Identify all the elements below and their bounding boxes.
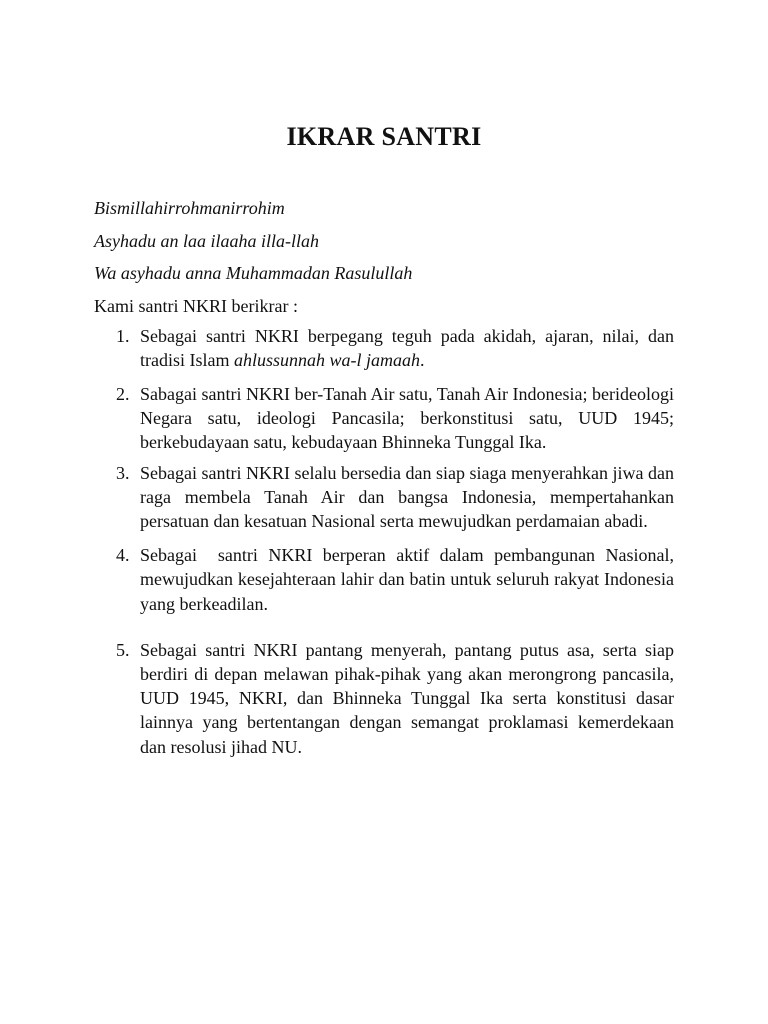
pledge-text-italic: ahlussunnah wa-l jamaah [233,349,420,370]
pledge-number: 4. [116,545,130,566]
pledge-item-1 [94,324,674,372]
pledge-text: Sebagai santri NKRI berpegang teguh pada akidah, ajaran, nilai, dan tradisi Islam [140,325,674,370]
pledge-item-4 [94,543,679,616]
opening-invocations [94,196,674,285]
pledge-text-end: . [420,349,425,370]
pledge-number: 2. [116,383,130,404]
document-title: IKRAR SANTRI [286,122,482,151]
opening-line-shahada-2: Wa asyhadu anna Muhammadan Rasulullah [94,263,413,283]
pledge-list [94,324,679,759]
opening-line-shahada-1: Asyhadu an laa ilaaha illa-llah [94,230,319,251]
pledge-item-3 [94,461,674,534]
pledge-text: Sebagai santri NKRI pantang menyerah, pantang putus asa, serta siap berdiri di depan melawan pihak-pihak yang akan merongrong pancasila, UUD 1945, NKRI, dan Bhinneka Tunggal Ika serta konstitusi dasar lainnya yang bertentangan dengan semangat proklamasi kemerdekaan dan resolusi jihad NU. [140,639,674,757]
pledge-item-2 [94,382,674,455]
pledge-text: Sabagai santri NKRI ber-Tanah Air satu, Tanah Air Indonesia; berideologi Negara satu, ideologi Pancasila; berkonstitusi satu, UUD 1945; berkebudayaan satu, kebudayaan Bhinneka Tunggal Ika. [140,383,674,453]
pledge-number: 1. [116,325,130,346]
pledge-text: Sebagai santri NKRI selalu bersedia dan siap siaga menyerahkan jiwa dan raga membela Tanah Air dan bangsa Indonesia, mempertahankan persatuan dan kesatuan Nasional serta mewujudkan perdamaian abadi. [140,462,674,531]
pledge-item-5 [94,638,674,759]
pledge-intro: Kami santri NKRI berikrar : [94,295,298,316]
pledge-text: Sebagai santri NKRI berperan aktif dalam pembangunan Nasional, mewujudkan kesejahteraan lahir dan batin untuk seluruh rakyat Indonesia yang berkeadilan. [140,545,679,614]
pledge-number: 3. [116,462,130,483]
pledge-number: 5. [116,639,130,660]
opening-line-basmala: Bismillahirrohmanirrohim [94,198,285,218]
